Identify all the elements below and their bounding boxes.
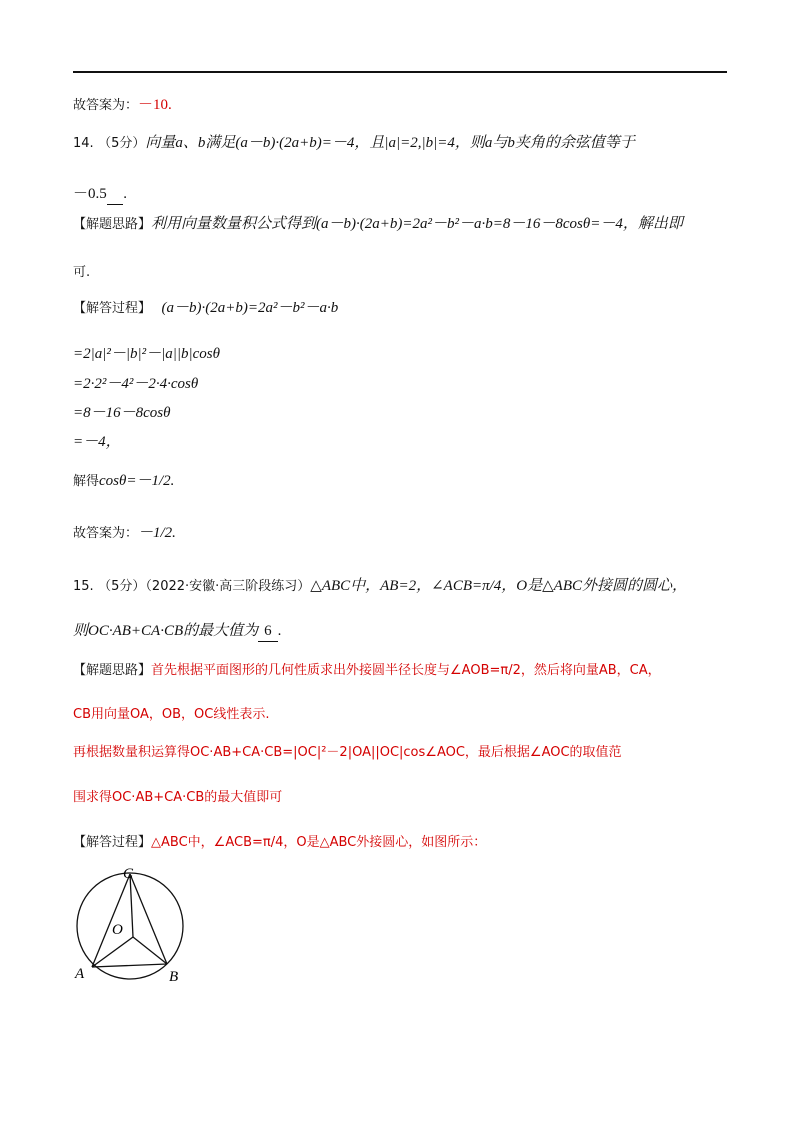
q14-step-1-text: =2|a|²－|b|²－|a||b|cosθ (73, 346, 220, 362)
label-c: C (123, 866, 134, 882)
q15-process-text: △ABC中，∠ACB=π/4，O是△ABC外接圆心，如图所示： (151, 835, 487, 850)
q14-step-1 (73, 344, 220, 364)
q14-step-2 (73, 374, 198, 394)
q14-stem (73, 133, 635, 154)
q15-idea-line4: 围求得OC·AB+CA·CB的最大值即可 (73, 790, 283, 805)
q14-answer: －0.5 (73, 186, 107, 202)
q14-answer-line: －0.5 . (73, 184, 127, 205)
circumcircle-figure (72, 860, 202, 990)
q14-stem-text: 向量a、b满足(a－b)·(2a+b)=－4，且|a|=2,|b|=4，则a与b夹角的余弦值等于 (145, 135, 635, 151)
q15-answer: 6 (258, 621, 278, 642)
q15-stem-line2: 则OC·AB+CA·CB的最大值为 (73, 623, 259, 639)
q14-idea-tail (73, 262, 90, 283)
q14-number: 14. (73, 136, 94, 151)
label-o: O (112, 922, 123, 938)
q14-process-line (73, 298, 338, 319)
q15-process-line (73, 832, 486, 853)
q14-process-first: (a－b)·(2a+b)=2a²－b²－a·b (161, 300, 339, 316)
q15-idea-1 (73, 660, 661, 681)
header-rule (73, 71, 727, 73)
q15-idea-2 (73, 704, 270, 725)
q15-stem-2: 则OC·AB+CA·CB的最大值为 6 . (73, 621, 281, 642)
q14-idea-text: 利用向量数量积公式得到(a－b)·(2a+b)=2a²－b²－a·b=8－16－8cosθ=－4，解出即 (151, 216, 683, 232)
q14-answer-expr: －1/2. (138, 525, 176, 541)
q14-idea-line (73, 214, 683, 235)
q15-score: （5分） (98, 579, 146, 594)
q14-solve-label: 解得 (73, 474, 100, 489)
q14-step-4 (73, 432, 121, 452)
prev-answer-value: －10. (138, 97, 172, 113)
q14-idea-tail-text: 可. (73, 265, 91, 280)
q14-step-3 (73, 403, 171, 423)
q14-idea-tag: 【解题思路】 (73, 217, 152, 232)
segment-oc (130, 874, 133, 937)
label-b: B (169, 969, 179, 985)
q15-idea-tag: 【解题思路】 (73, 663, 152, 678)
q14-step-2-text: =2·2²－4²－2·4·cosθ (73, 376, 199, 392)
q14-process-tag: 【解答过程】 (73, 301, 152, 316)
q15-stem-line1: △ABC中，AB=2，∠ACB=π/4，O是△ABC外接圆的圆心， (310, 578, 687, 594)
q14-solve-expr: cosθ=－1/2. (99, 473, 175, 489)
prev-answer-label: 故答案为： (73, 98, 139, 113)
q15-stem-1 (73, 576, 687, 597)
q15-idea-line1: 首先根据平面图形的几何性质求出外接圆半径长度与∠AOB=π/2，然后将向量AB，CA， (151, 663, 661, 678)
segment-cb (130, 874, 167, 964)
q14-solve-line (73, 471, 174, 492)
q14-step-3-text: =8－16－8cosθ (73, 405, 171, 421)
q14-step-4-text: =－4， (73, 434, 121, 450)
q14-answer-final (73, 523, 176, 544)
label-a: A (75, 966, 85, 982)
q15-process-tag: 【解答过程】 (73, 835, 152, 850)
segment-ab (92, 964, 167, 967)
prev-answer-line (73, 95, 172, 116)
q15-idea-line3: 再根据数量积运算得OC·AB+CA·CB=|OC|²－2|OA||OC|cos∠AOC，最后根据∠AOC的取值范 (73, 745, 622, 760)
q14-answer-blank (107, 184, 123, 205)
q15-number: 15. (73, 579, 94, 594)
q15-idea-line2: CB用向量OA，OB，OC线性表示. (73, 707, 270, 722)
q14-answer-label: 故答案为： (73, 526, 139, 541)
q15-idea-3 (73, 742, 622, 763)
q14-score: （5分） (98, 136, 146, 151)
q15-source: （2022·安徽·高三阶段练习） (145, 579, 311, 594)
q15-idea-4 (73, 787, 282, 808)
